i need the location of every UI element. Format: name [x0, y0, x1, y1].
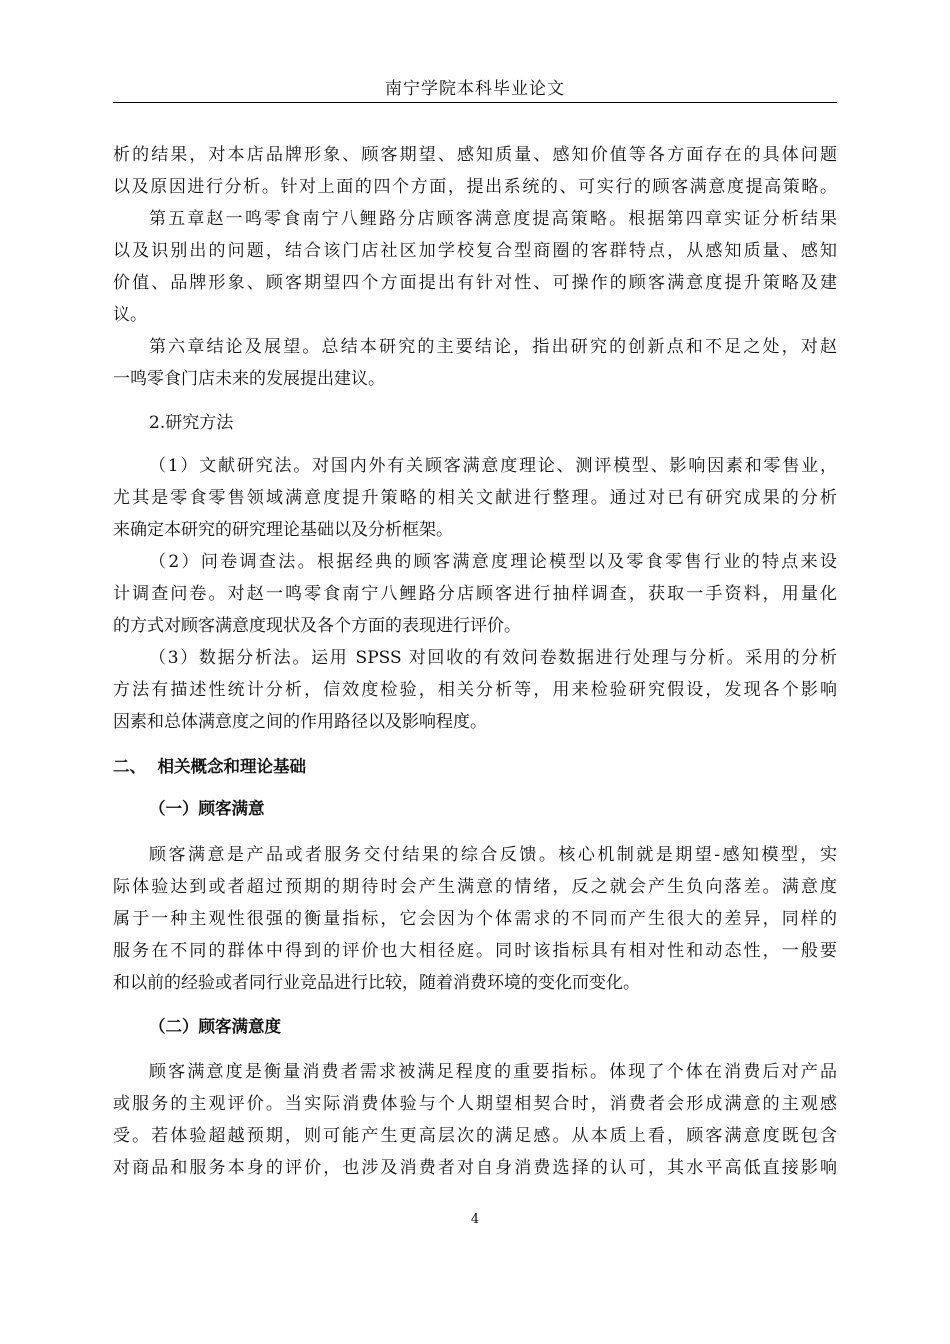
section-heading: （二）顾客满意度 — [149, 1017, 281, 1036]
paragraph-line: 计调查问卷。对赵一鸣零食南宁八鲤路分店顾客进行抽样调查，获取一手资料，用量化 — [113, 584, 837, 604]
paragraph-line: 或服务的主观评价。当实际消费体验与个人期望相契合时，消费者会形成满意的主观感 — [113, 1094, 837, 1114]
paragraph-line: 际体验达到或者超过预期的期待时会产生满意的情绪，反之就会产生负向落差。满意度 — [113, 877, 837, 897]
chapter-heading: 二、 相关概念和理论基础 — [113, 757, 306, 776]
subsection-title: 2.研究方法 — [149, 413, 234, 433]
paragraph-line: 尤其是零食零售领域满意度提升策略的相关文献进行整理。通过对已有研究成果的分析 — [113, 488, 837, 508]
section-heading: （一）顾客满意 — [149, 799, 265, 818]
paragraph-line: （2）问卷调查法。根据经典的顾客满意度理论模型以及零食零售行业的特点来设 — [149, 552, 837, 572]
paragraph-line: 属于一种主观性很强的衡量指标，它会因为个体需求的不同而产生很大的差异，同样的 — [113, 909, 837, 929]
paragraph-line: 一鸣零食门店未来的发展提出建议。 — [113, 369, 385, 389]
paragraph-line: 顾客满意度是衡量消费者需求被满足程度的重要指标。体现了个体在消费后对产品 — [149, 1062, 837, 1082]
paragraph-line: （3）数据分析法。运用 SPSS 对回收的有效问卷数据进行处理与分析。采用的分析 — [149, 648, 837, 668]
paragraph-line: 受。若体验超越预期，则可能产生更高层次的满足感。从本质上看，顾客满意度既包含 — [113, 1126, 837, 1146]
paragraph-line: 来确定本研究的研究理论基础以及分析框架。 — [113, 520, 453, 540]
paragraph-line: 和以前的经验或者同行业竞品进行比较，随着消费环境的变化而变化。 — [113, 973, 640, 993]
paragraph-line: 价值、品牌形象、顾客期望四个方面提出有针对性、可操作的顾客满意度提升策略及建 — [113, 273, 837, 293]
paragraph-line: 以及识别出的问题，结合该门店社区加学校复合型商圈的客群特点，从感知质量、感知 — [113, 241, 837, 261]
paragraph-line: 析的结果，对本店品牌形象、顾客期望、感知质量、感知价值等各方面存在的具体问题 — [113, 145, 837, 165]
header-rule — [113, 102, 837, 103]
page-number: 4 — [470, 1212, 480, 1227]
paragraph-line: 对商品和服务本身的评价，也涉及消费者对自身消费选择的认可，其水平高低直接影响 — [113, 1158, 837, 1178]
paragraph-line: （1）文献研究法。对国内外有关顾客满意度理论、测评模型、影响因素和零售业， — [149, 456, 837, 476]
paragraph-line: 方法有描述性统计分析，信效度检验，相关分析等，用来检验研究假设，发现各个影响 — [113, 680, 837, 700]
paragraph-line: 第六章结论及展望。总结本研究的主要结论，指出研究的创新点和不足之处，对赵 — [149, 337, 837, 357]
paragraph-line: 顾客满意是产品或者服务交付结果的综合反馈。核心机制就是期望-感知模型，实 — [149, 845, 837, 865]
paragraph-line: 服务在不同的群体中得到的评价也大相径庭。同时该指标具有相对性和动态性，一般要 — [113, 941, 837, 961]
paragraph-line: 议。 — [113, 305, 147, 325]
paragraph-line: 以及原因进行分析。针对上面的四个方面，提出系统的、可实行的顾客满意度提高策略。 — [113, 177, 837, 197]
paragraph-line: 第五章赵一鸣零食南宁八鲤路分店顾客满意度提高策略。根据第四章实证分析结果 — [149, 209, 837, 229]
paragraph-line: 因素和总体满意度之间的作用路径以及影响程度。 — [113, 712, 487, 732]
paragraph-line: 的方式对顾客满意度现状及各个方面的表现进行评价。 — [113, 616, 521, 636]
running-header: 南宁学院本科毕业论文 — [385, 79, 565, 99]
